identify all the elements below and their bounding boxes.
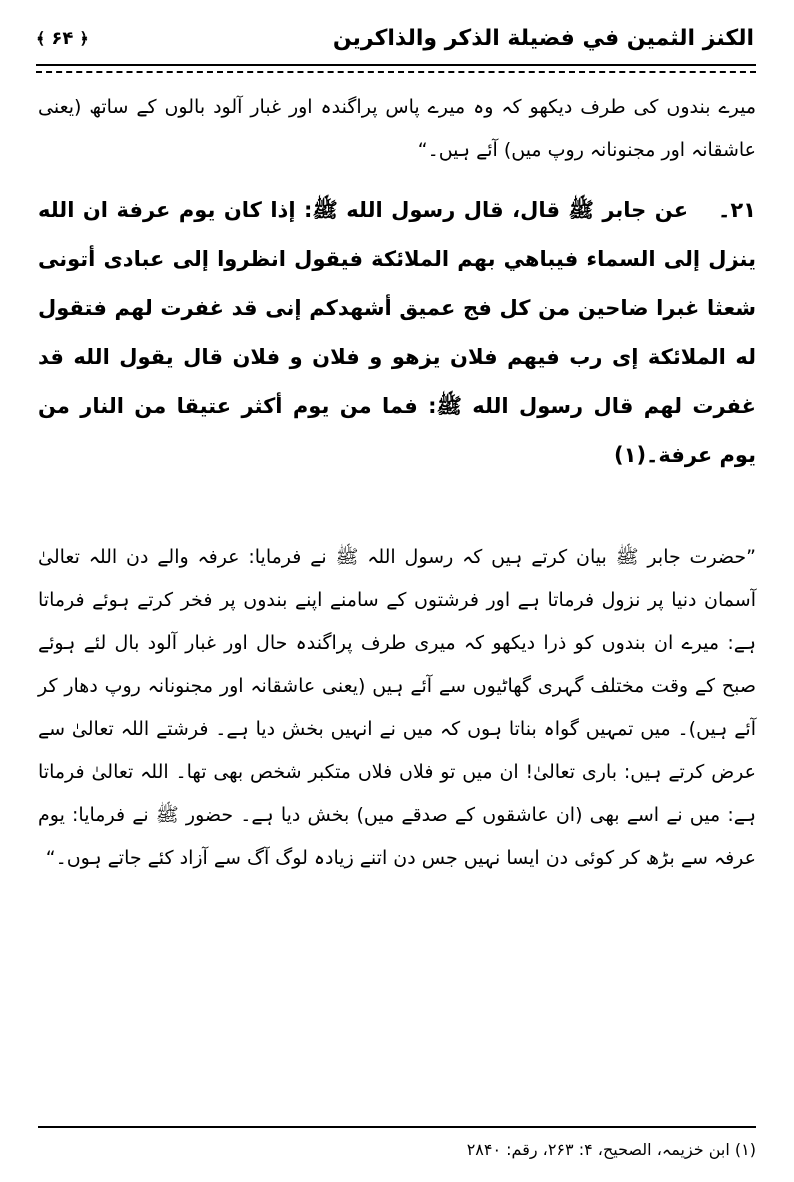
ornament-left-icon: ﴾: [36, 29, 46, 48]
urdu-paragraph-continued: [38, 86, 756, 172]
page-number-value: ۶۴: [51, 28, 74, 49]
header-rule: [36, 64, 756, 66]
urdu-translation: [38, 536, 756, 880]
paragraph-text: میرے بندوں کی طرف دیکھو کہ وہ میرے پاس پراگندہ اور غبار آلود بالوں کے ساتھ (یعنی عاشقانہ اور مجنونانہ روپ میں) آئے ہیں۔“: [38, 96, 756, 161]
translation-text: ”حضرت جابر ﷺ بیان کرتے ہیں کہ رسول اللہ ﷺ نے فرمایا: عرفہ والے دن اللہ تعالیٰ آسمان دنیا پر نزول فرماتا ہے اور فرشتوں کے سامنے اپنے بندوں پر فخر کرتے ہوئے فرماتا ہے: میرے ان بندوں کو ذرا دیکھو کہ میری طرف پراگندہ حال اور غبار آلود بال لئے ہوئے صبح کے وقت مختلف گہری گھاٹیوں سے آئے ہیں (یعنی عاشقانہ اور مجنونانہ روپ دھار کر آئے ہیں)۔ میں تمہیں گواہ بناتا ہوں کہ میں نے انہیں بخش دیا ہے۔ فرشتے اللہ تعالیٰ سے عرض کرتے ہیں: باری تعالیٰ! ان میں تو فلاں فلاں متکبر شخص بھی تھا۔ اللہ تعالیٰ فرماتا ہے: میں نے اسے بھی (ان عاشقوں کے صدقے میں) بخش دیا ہے۔ حضور ﷺ نے فرمایا: یوم عرفہ سے بڑھ کر کوئی دن ایسا نہیں جس دن اتنے زیادہ لوگ آگ سے آزاد کئے جاتے ہوں۔“: [38, 546, 756, 869]
footnote-rule: [38, 1126, 756, 1128]
header-dashed-rule: [36, 71, 756, 73]
hadith-text: عن جابر ﷺ قال، قال رسول الله ﷺ: إذا كان يوم عرفة ان الله ينزل إلى السماء فيباهي بهم الملائكة فيقول انظروا إلى عبادى أتونى شعثا غبرا ضاحين من كل فج عميق أشهدكم إنى قد غفرت لهم فتقول له الملائكة إى رب فيهم فلان يزهو و فلان و فلان قال يقول الله قد غفرت لهم قال رسول الله ﷺ: فما من يوم أكثر عتيقا من النار من يوم عرفة۔(۱): [38, 198, 756, 467]
book-title: الكنز الثمين في فضيلة الذكر والذاكرين: [332, 26, 754, 51]
running-header: [36, 20, 754, 60]
ornament-right-icon: ﴿: [79, 29, 89, 48]
hadith-arabic: [38, 186, 756, 480]
hadith-number: ۲۱۔: [718, 198, 756, 222]
page-number: [36, 28, 89, 49]
footnote: (۱) ابن خزیمہ، الصحیح، ۴: ۲۶۳، رقم: ۲۸۴۰: [466, 1140, 756, 1159]
